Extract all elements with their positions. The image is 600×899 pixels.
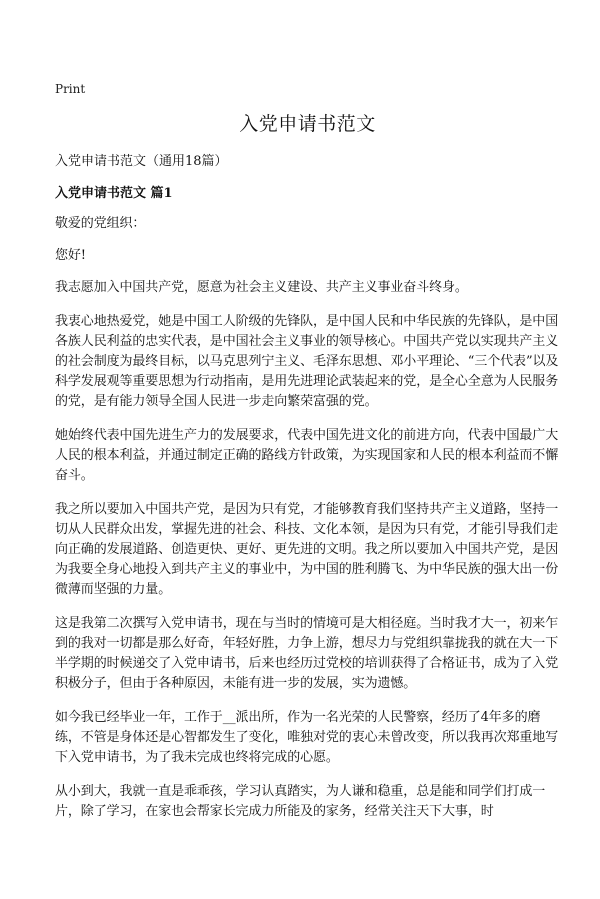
document-title: 入党申请书范文 [239,113,376,135]
section-heading: 入党申请书范文 篇1 [55,186,173,201]
greeting: 您好! [55,248,86,263]
print-link[interactable]: Print [55,82,86,96]
paragraph-5: 这是我第二次撰写入党申请书，现在与当时的情境可是大相径庭。当时我才大一，初来乍到的我对一切都是那么好奇，年轻好胜，力争上游，想尽力与党组织靠拢我的就在大一下半学期的时候递交了入党申请书，后来也经历过党校的培训获得了合格证书，成为了入党积极分子，但由于各种原因，未能有进一步的发展，实为遗憾。 [55,616,559,691]
salutation: 敬爱的党组织： [55,216,146,231]
paragraph-7: 从小到大，我就一直是乖乖孩，学习认真踏实，为人谦和稳重，总是能和同学们打成一片，除了学习，在家也会帮家长完成力所能及的家务，经常关注天下大事，时 [55,784,546,819]
document-subtitle: 入党申请书范文（通用18篇） [55,154,228,169]
paragraph-1: 我志愿加入中国共产党，愿意为社会主义建设、共产主义事业奋斗终身。 [55,280,468,295]
paragraph-4: 我之所以要加入中国共产党，是因为只有党，才能够教育我们坚持共产主义道路，坚持一切从人民群众出发，掌握先进的社会、科技、文化本领，是因为只有党，才能引导我们走向正确的发展道路、创造更快、更好、更先进的文明。我之所以要加入中国共产党，是因为我要全身心地投入到共产主义的事业中，为中国的胜利腾飞、为中华民族的强大出一份微薄而坚强的力量。 [55,502,559,597]
paragraph-2: 我衷心地热爱党，她是中国工人阶级的先锋队，是中国人民和中华民族的先锋队，是中国各族人民利益的忠实代表，是中国社会主义事业的领导核心。中国共产党以实现共产主义的社会制度为最终目标，以马克思列宁主义、毛泽东思想、邓小平理论、“三个代表”以及科学发展观等重要思想为行动指南，是用先进理论武装起来的党，是全心全意为人民服务的党，是有能力领导全国人民进一步走向繁荣富强的党。 [55,314,559,409]
paragraph-6: 如今我已经毕业一年，工作于__派出所，作为一名光荣的人民警察，经历了4年多的磨练，不管是身体还是心智都发生了变化，唯独对党的衷心未曾改变，所以我再次郑重地写下入党申请书，为了我未完成也终将完成的心愿。 [55,710,559,765]
paragraph-3: 她始终代表中国先进生产力的发展要求，代表中国先进文化的前进方向，代表中国最广大人民的根本利益，并通过制定正确的路线方针政策，为实现国家和人民的根本利益而不懈奋斗。 [55,428,559,483]
